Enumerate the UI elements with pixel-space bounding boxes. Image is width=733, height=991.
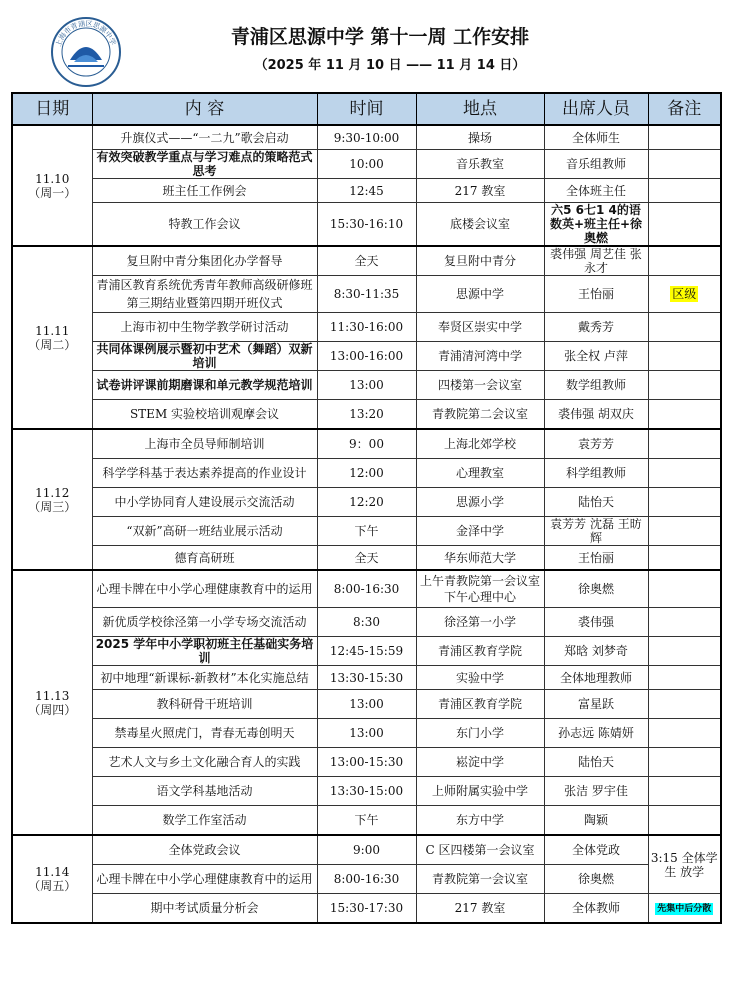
remarks-cell — [648, 777, 721, 806]
place-cell: 实验中学 — [416, 666, 544, 690]
remarks-cell — [648, 313, 721, 342]
table-header — [12, 93, 721, 125]
attendees-cell: 郑晗 刘梦奇 — [544, 637, 648, 666]
content-cell: 初中地理“新课标-新教材”本化实施总结 — [92, 666, 317, 690]
place-cell: 217 教室 — [416, 179, 544, 203]
place-cell: 青浦清河湾中学 — [416, 342, 544, 371]
attendees-cell: 全体地理教师 — [544, 666, 648, 690]
attendees-cell: 陆怡天 — [544, 748, 648, 777]
place-cell: 217 教室 — [416, 894, 544, 924]
time-cell: 11:30-16:00 — [317, 313, 416, 342]
day-cell: 11.14 （周五） — [12, 835, 92, 923]
time-cell: 8:30-11:35 — [317, 276, 416, 313]
table-row — [12, 400, 721, 430]
content-cell: 有效突破教学重点与学习难点的策略范式思考 — [92, 150, 317, 179]
content-cell: 升旗仪式——“一二九”歌会启动 — [92, 125, 317, 150]
content-cell: 科学学科基于表达素养提高的作业设计 — [92, 459, 317, 488]
col-place: 地点 — [416, 93, 544, 125]
remarks-cell: 3:15 全体学生 放学 — [648, 835, 721, 894]
content-cell: “双新”高研一班结业展示活动 — [92, 517, 317, 546]
attendees-cell: 裘伟强 — [544, 608, 648, 637]
content-cell: 心理卡牌在中小学心理健康教育中的运用 — [92, 570, 317, 608]
table-row — [12, 459, 721, 488]
day-cell: 11.12 （周三） — [12, 429, 92, 570]
place-cell: 金泽中学 — [416, 517, 544, 546]
attendees-cell: 全体党政 — [544, 835, 648, 865]
day-thursday — [12, 570, 721, 835]
remarks-cell — [648, 748, 721, 777]
attendees-cell: 王怡丽 — [544, 546, 648, 571]
time-cell: 13:20 — [317, 400, 416, 430]
time-cell: 9:30-10:00 — [317, 125, 416, 150]
remarks-cell — [648, 488, 721, 517]
time-cell: 15:30-17:30 — [317, 894, 416, 924]
content-cell: 复旦附中青分集团化办学督导 — [92, 246, 317, 276]
table-row — [12, 150, 721, 179]
place-cell: 操场 — [416, 125, 544, 150]
content-cell: 数学工作室活动 — [92, 806, 317, 836]
place-cell: 东方中学 — [416, 806, 544, 836]
attendees-cell: 数学组教师 — [544, 371, 648, 400]
table-row — [12, 608, 721, 637]
attendees-cell: 陶颖 — [544, 806, 648, 836]
time-cell: 8:00-16:30 — [317, 865, 416, 894]
remarks-cell — [648, 125, 721, 150]
remarks-cell — [648, 246, 721, 276]
remarks-cell — [648, 546, 721, 571]
table-row — [12, 429, 721, 459]
remarks-cell — [648, 637, 721, 666]
place-cell: 青教院第二会议室 — [416, 400, 544, 430]
table-row — [12, 666, 721, 690]
attendees-cell: 孙志远 陈婧妍 — [544, 719, 648, 748]
day-cell: 11.10 （周一） — [12, 125, 92, 246]
content-cell: 教科研骨干班培训 — [92, 690, 317, 719]
table-row — [12, 246, 721, 276]
place-cell: 上师附属实验中学 — [416, 777, 544, 806]
content-cell: 中小学协同育人建设展示交流活动 — [92, 488, 317, 517]
day-cell: 11.11 （周二） — [12, 246, 92, 429]
time-cell: 12:45 — [317, 179, 416, 203]
time-cell: 全天 — [317, 546, 416, 571]
day-cell: 11.13 （周四） — [12, 570, 92, 835]
remarks-cell — [648, 400, 721, 430]
attendees-cell: 徐奥燃 — [544, 570, 648, 608]
time-cell: 9：00 — [317, 429, 416, 459]
content-cell: 期中考试质量分析会 — [92, 894, 317, 924]
attendees-cell: 全体师生 — [544, 125, 648, 150]
content-cell: 语文学科基地活动 — [92, 777, 317, 806]
content-cell: STEM 实验校培训观摩会议 — [92, 400, 317, 430]
table-row — [12, 517, 721, 546]
day-monday — [12, 125, 721, 246]
col-date: 日期 — [12, 93, 92, 125]
remarks-cell — [648, 150, 721, 179]
table-row — [12, 894, 721, 924]
content-cell: 共同体课例展示暨初中艺术（舞蹈）双新培训 — [92, 342, 317, 371]
place-cell: 上午青教院第一会议室 下午心理中心 — [416, 570, 544, 608]
time-cell: 下午 — [317, 517, 416, 546]
school-logo — [50, 16, 122, 88]
attendees-cell: 陆怡天 — [544, 488, 648, 517]
place-cell: 思源中学 — [416, 276, 544, 313]
table-row — [12, 488, 721, 517]
table-row — [12, 179, 721, 203]
place-cell: 心理教室 — [416, 459, 544, 488]
level-badge: 区级 — [672, 287, 697, 301]
attendees-cell: 袁芳芳 — [544, 429, 648, 459]
place-cell: 思源小学 — [416, 488, 544, 517]
content-cell: 新优质学校徐泾第一小学专场交流活动 — [92, 608, 317, 637]
date-range: （2025 年 11 月 10 日 —— 11 月 14 日） — [254, 58, 526, 73]
time-cell: 8:00-16:30 — [317, 570, 416, 608]
attendees-cell: 裘伟强 胡双庆 — [544, 400, 648, 430]
content-cell: 青浦区教育系统优秀青年教师高级研修班第三期结业暨第四期开班仪式 — [92, 276, 317, 313]
day-friday — [12, 835, 721, 923]
time-cell: 10:00 — [317, 150, 416, 179]
time-cell: 13:30-15:00 — [317, 777, 416, 806]
table-row — [12, 777, 721, 806]
col-time: 时间 — [317, 93, 416, 125]
time-cell: 13:00-15:30 — [317, 748, 416, 777]
place-cell: 复旦附中青分 — [416, 246, 544, 276]
page-title: 青浦区思源中学 第十一周 工作安排 — [230, 26, 530, 48]
attendees-cell: 张全权 卢萍 — [544, 342, 648, 371]
content-cell: 德育高研班 — [92, 546, 317, 571]
remarks-cell — [648, 570, 721, 608]
col-content: 内 容 — [92, 93, 317, 125]
remarks-cell — [648, 894, 721, 924]
place-cell: 青教院第一会议室 — [416, 865, 544, 894]
content-cell: 上海市初中生物学教学研讨活动 — [92, 313, 317, 342]
remarks-cell — [648, 666, 721, 690]
place-cell: 上海北郊学校 — [416, 429, 544, 459]
attendees-cell: 富星跃 — [544, 690, 648, 719]
place-cell: C 区四楼第一会议室 — [416, 835, 544, 865]
content-cell: 上海市全员导师制培训 — [92, 429, 317, 459]
remarks-cell — [648, 429, 721, 459]
time-cell: 13:00 — [317, 690, 416, 719]
remarks-cell — [648, 608, 721, 637]
remarks-cell — [648, 690, 721, 719]
content-cell: 全体党政会议 — [92, 835, 317, 865]
remarks-cell — [648, 371, 721, 400]
time-cell: 15:30-16:10 — [317, 203, 416, 247]
remark-badge: 先集中后分散 — [657, 904, 712, 914]
day-wednesday — [12, 429, 721, 570]
table-row — [12, 313, 721, 342]
attendees-cell: 戴秀芳 — [544, 313, 648, 342]
remarks-cell — [648, 342, 721, 371]
remarks-cell — [648, 276, 721, 313]
table-row — [12, 570, 721, 608]
time-cell: 12:20 — [317, 488, 416, 517]
time-cell: 13:00 — [317, 371, 416, 400]
attendees-cell: 音乐组教师 — [544, 150, 648, 179]
attendees-cell: 裘伟强 周艺佳 张永才 — [544, 246, 648, 276]
table-row — [12, 342, 721, 371]
attendees-cell: 全体教师 — [544, 894, 648, 924]
content-cell: 2025 学年中小学职初班主任基础实务培训 — [92, 637, 317, 666]
place-cell: 徐泾第一小学 — [416, 608, 544, 637]
content-cell: 禁毒星火照虎门，青春无毒创明天 — [92, 719, 317, 748]
time-cell: 12:45-15:59 — [317, 637, 416, 666]
place-cell: 青浦区教育学院 — [416, 690, 544, 719]
table-row — [12, 371, 721, 400]
table-row — [12, 125, 721, 150]
time-cell: 12:00 — [317, 459, 416, 488]
attendees-cell: 张洁 罗宇佳 — [544, 777, 648, 806]
day-tuesday — [12, 246, 721, 429]
schedule-table — [11, 92, 722, 924]
content-cell: 艺术人文与乡土文化融合育人的实践 — [92, 748, 317, 777]
table-row — [12, 835, 721, 865]
time-cell: 8:30 — [317, 608, 416, 637]
col-attendees: 出席人员 — [544, 93, 648, 125]
place-cell: 奉贤区崇实中学 — [416, 313, 544, 342]
table-row — [12, 203, 721, 247]
content-cell: 班主任工作例会 — [92, 179, 317, 203]
remarks-cell — [648, 806, 721, 836]
table-row — [12, 748, 721, 777]
col-remarks: 备注 — [648, 93, 721, 125]
remarks-cell — [648, 203, 721, 247]
content-cell: 心理卡牌在中小学心理健康教育中的运用 — [92, 865, 317, 894]
time-cell: 9:00 — [317, 835, 416, 865]
attendees-cell: 全体班主任 — [544, 179, 648, 203]
place-cell: 华东师范大学 — [416, 546, 544, 571]
table-row — [12, 806, 721, 836]
table-row — [12, 637, 721, 666]
time-cell: 13:00 — [317, 719, 416, 748]
time-cell: 13:30-15:30 — [317, 666, 416, 690]
attendees-cell: 科学组教师 — [544, 459, 648, 488]
table-row — [12, 719, 721, 748]
content-cell: 特教工作会议 — [92, 203, 317, 247]
time-cell: 全天 — [317, 246, 416, 276]
table-row — [12, 865, 721, 894]
time-cell: 下午 — [317, 806, 416, 836]
svg-text:上海市青浦区思源中学: 上海市青浦区思源中学 — [54, 19, 118, 48]
place-cell: 崧淀中学 — [416, 748, 544, 777]
remarks-cell — [648, 517, 721, 546]
table-row — [12, 276, 721, 313]
attendees-cell: 袁芳芳 沈磊 王昉辉 — [544, 517, 648, 546]
attendees-cell: 六5 6七1 4的语数英+班主任+徐奥燃 — [544, 203, 648, 247]
place-cell: 青浦区教育学院 — [416, 637, 544, 666]
table-row — [12, 546, 721, 571]
attendees-cell: 徐奥燃 — [544, 865, 648, 894]
content-cell: 试卷讲评课前期磨课和单元教学规范培训 — [92, 371, 317, 400]
place-cell: 底楼会议室 — [416, 203, 544, 247]
place-cell: 四楼第一会议室 — [416, 371, 544, 400]
remarks-cell — [648, 719, 721, 748]
time-cell: 13:00-16:00 — [317, 342, 416, 371]
table-row — [12, 690, 721, 719]
place-cell: 音乐教室 — [416, 150, 544, 179]
remarks-cell — [648, 459, 721, 488]
place-cell: 东门小学 — [416, 719, 544, 748]
remarks-cell — [648, 179, 721, 203]
attendees-cell: 王怡丽 — [544, 276, 648, 313]
